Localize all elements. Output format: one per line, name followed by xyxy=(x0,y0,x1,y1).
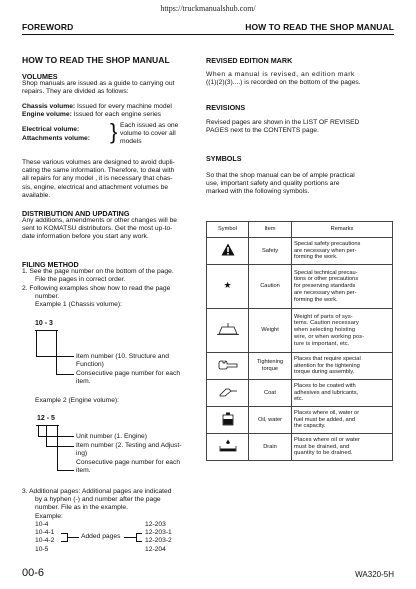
symbol-cell xyxy=(207,380,249,407)
distribution-heading: DISTRIBUTION AND UPDATING xyxy=(22,209,130,218)
table-row xyxy=(207,407,393,434)
oil-can-icon xyxy=(221,412,235,426)
example2-leader-c xyxy=(57,425,58,470)
example1-number: 10 - 3 xyxy=(35,320,53,327)
example3-added-pages: Added pages xyxy=(81,533,121,540)
volumes-paragraph: These various volumes are designed to avoid dupli- cating the same information. Therefore, to deal with all repairs for any model , it is necessary that chas- sis, engine, electrical and attachment volumes be available. xyxy=(22,159,175,199)
example2-desc-3: Consecutive page number for each item. xyxy=(76,459,181,475)
brace: } xyxy=(110,119,118,144)
symbol-cell xyxy=(207,407,249,434)
example3-bracket-right-bottom xyxy=(136,541,142,542)
example2-desc-1: Unit number (1. Engine) xyxy=(76,433,147,440)
brace-note: Each issued as one volume to cover all models xyxy=(120,122,179,146)
attachments-volume: Attachments volume: xyxy=(22,135,91,142)
table-row xyxy=(207,434,393,461)
revisions-heading: REVISIONS xyxy=(206,103,246,112)
remarks-cell: Places to be coated with adhesives and lubricants, etc. xyxy=(292,380,393,407)
remarks-cell: Weight of parts of sys- tems. Caution necessary when selecting hoisting wire, or when working pos- ture is important, etc. xyxy=(292,309,393,353)
electrical-volume: Electrical volume: xyxy=(22,126,80,133)
wrench-icon xyxy=(218,360,238,370)
example1-leader-b-h xyxy=(56,374,74,375)
remarks-cell: Special safety precautions are necessary when per- forming the work. xyxy=(292,238,393,265)
revised-heading: REVISED EDITION MARK xyxy=(206,56,293,65)
source-url[interactable]: https://truckmanualshub.com/ xyxy=(160,4,256,13)
page-title: HOW TO READ THE SHOP MANUAL xyxy=(22,55,170,65)
example1-leader-b xyxy=(56,330,57,374)
example2-leader-c-h xyxy=(57,470,74,471)
symbol-cell xyxy=(207,265,249,309)
symbols-paragraph: So that the shop manual can be of ample practical use, important safety and quality portions are marked with the following symbols. xyxy=(206,172,355,196)
table-header-row xyxy=(207,222,393,238)
example1-leader-a-h xyxy=(36,356,74,357)
table-row xyxy=(207,380,393,407)
brush-icon xyxy=(218,387,238,397)
remarks-cell: Places where oil, water or fuel must be added, and the capacity. xyxy=(292,407,393,434)
table-row xyxy=(207,238,393,265)
example2-leader-b-h xyxy=(46,446,74,447)
example1-underline xyxy=(35,330,58,331)
example3-bracket-left-mid xyxy=(67,537,79,538)
example2-underline xyxy=(36,425,59,426)
symbol-cell xyxy=(207,434,249,461)
weight-icon xyxy=(217,323,239,335)
warning-triangle-icon xyxy=(221,243,235,256)
remarks-cell: Places where oil or water must be drained, and quantity to be drained. xyxy=(292,434,393,461)
item-cell: Weight xyxy=(249,309,292,353)
example3-left-list: 10-4 10-4-1 10-4-2 10-5 xyxy=(35,521,55,553)
distribution-paragraph: Any additions, amendments or other changes will be sent to KOMATSU distributors. Get the most up-to- date information before you start any work. xyxy=(22,217,178,241)
example2-leader-a-h xyxy=(38,436,74,437)
table-row xyxy=(207,309,393,353)
remarks-cell: Places that require special attention for the tightening torque during assembly. xyxy=(292,353,393,380)
example2-desc-2: Item number (2. Testing and Adjust- ing) xyxy=(76,442,182,458)
symbol-cell xyxy=(207,309,249,353)
example3-right-list: 12-203 12-203-1 12-203-2 12-204 xyxy=(145,521,172,553)
symbols-table xyxy=(206,221,393,461)
volumes-intro: Shop manuals are issued as a guide to carrying out repairs. They are divided as follows: xyxy=(22,80,175,96)
example3-bracket-right-mid xyxy=(124,537,136,538)
page-number: 00-6 xyxy=(22,567,45,579)
example2-leader-a xyxy=(38,425,39,436)
table-row xyxy=(207,265,393,309)
item-cell: Tightening torque xyxy=(249,353,292,380)
example1-desc-2: Consecutive page number for each item. xyxy=(76,370,181,386)
filing-item-2: 2. Following examples show how to read the page number. Example 1 (Chassis volume): xyxy=(22,285,171,309)
volume-list: Chassis volume: Issued for every machine model Engine volume: Issued for each engine series xyxy=(22,103,172,119)
symbol-cell xyxy=(207,353,249,380)
revised-paragraph: When a manual is revised, an edition mark ((1)(2)(3)....) is recorded on the bottom of the pages. xyxy=(206,71,361,87)
item-cell: Safety xyxy=(249,238,292,265)
example2-number: 12 - 5 xyxy=(37,415,55,422)
example2-label: Example 2 (Engine volume): xyxy=(35,397,120,404)
remarks-cell: Special technical precau- tions or other precautions for preserving standards are necessary when per- forming the work. xyxy=(292,265,393,309)
item-cell: Coat xyxy=(249,380,292,407)
symbol-cell xyxy=(207,238,249,265)
filing-item-3: 3. Additional pages: Additional pages are indicated by a hyphen (-) and number after the page number. File as in the example. Example: xyxy=(22,488,172,520)
revisions-paragraph: Revised pages are shown in the LIST OF REVISED PAGES next to the CONTENTS page. xyxy=(206,119,360,135)
header-section: FOREWORD xyxy=(22,22,74,32)
header-rule xyxy=(22,34,394,35)
item-cell: Caution xyxy=(249,265,292,309)
example2-leader-b xyxy=(46,425,47,446)
volumes-heading: VOLUMES xyxy=(22,72,58,81)
filing-heading: FILING METHOD xyxy=(22,260,79,269)
item-cell: Drain xyxy=(249,434,292,461)
table-header-symbol: Symbol xyxy=(207,222,249,238)
table-header-remarks: Remarks xyxy=(292,222,393,238)
header-title: HOW TO READ THE SHOP MANUAL xyxy=(245,22,394,32)
drain-icon xyxy=(219,439,237,453)
filing-item-1: 1. See the page number on the bottom of the page. File the pages in correct order. xyxy=(22,268,174,284)
star-icon: ★ xyxy=(223,280,232,291)
symbols-heading: SYMBOLS xyxy=(206,154,242,163)
model-code: WA320-5H xyxy=(355,570,394,579)
table-header-item: Item xyxy=(249,222,292,238)
example1-desc-1: Item number (10. Structure and Function) xyxy=(76,353,169,369)
table-row xyxy=(207,353,393,380)
item-cell: Oil, water xyxy=(249,407,292,434)
example1-leader-a xyxy=(36,330,37,356)
example3-bracket-right-top xyxy=(136,533,142,534)
